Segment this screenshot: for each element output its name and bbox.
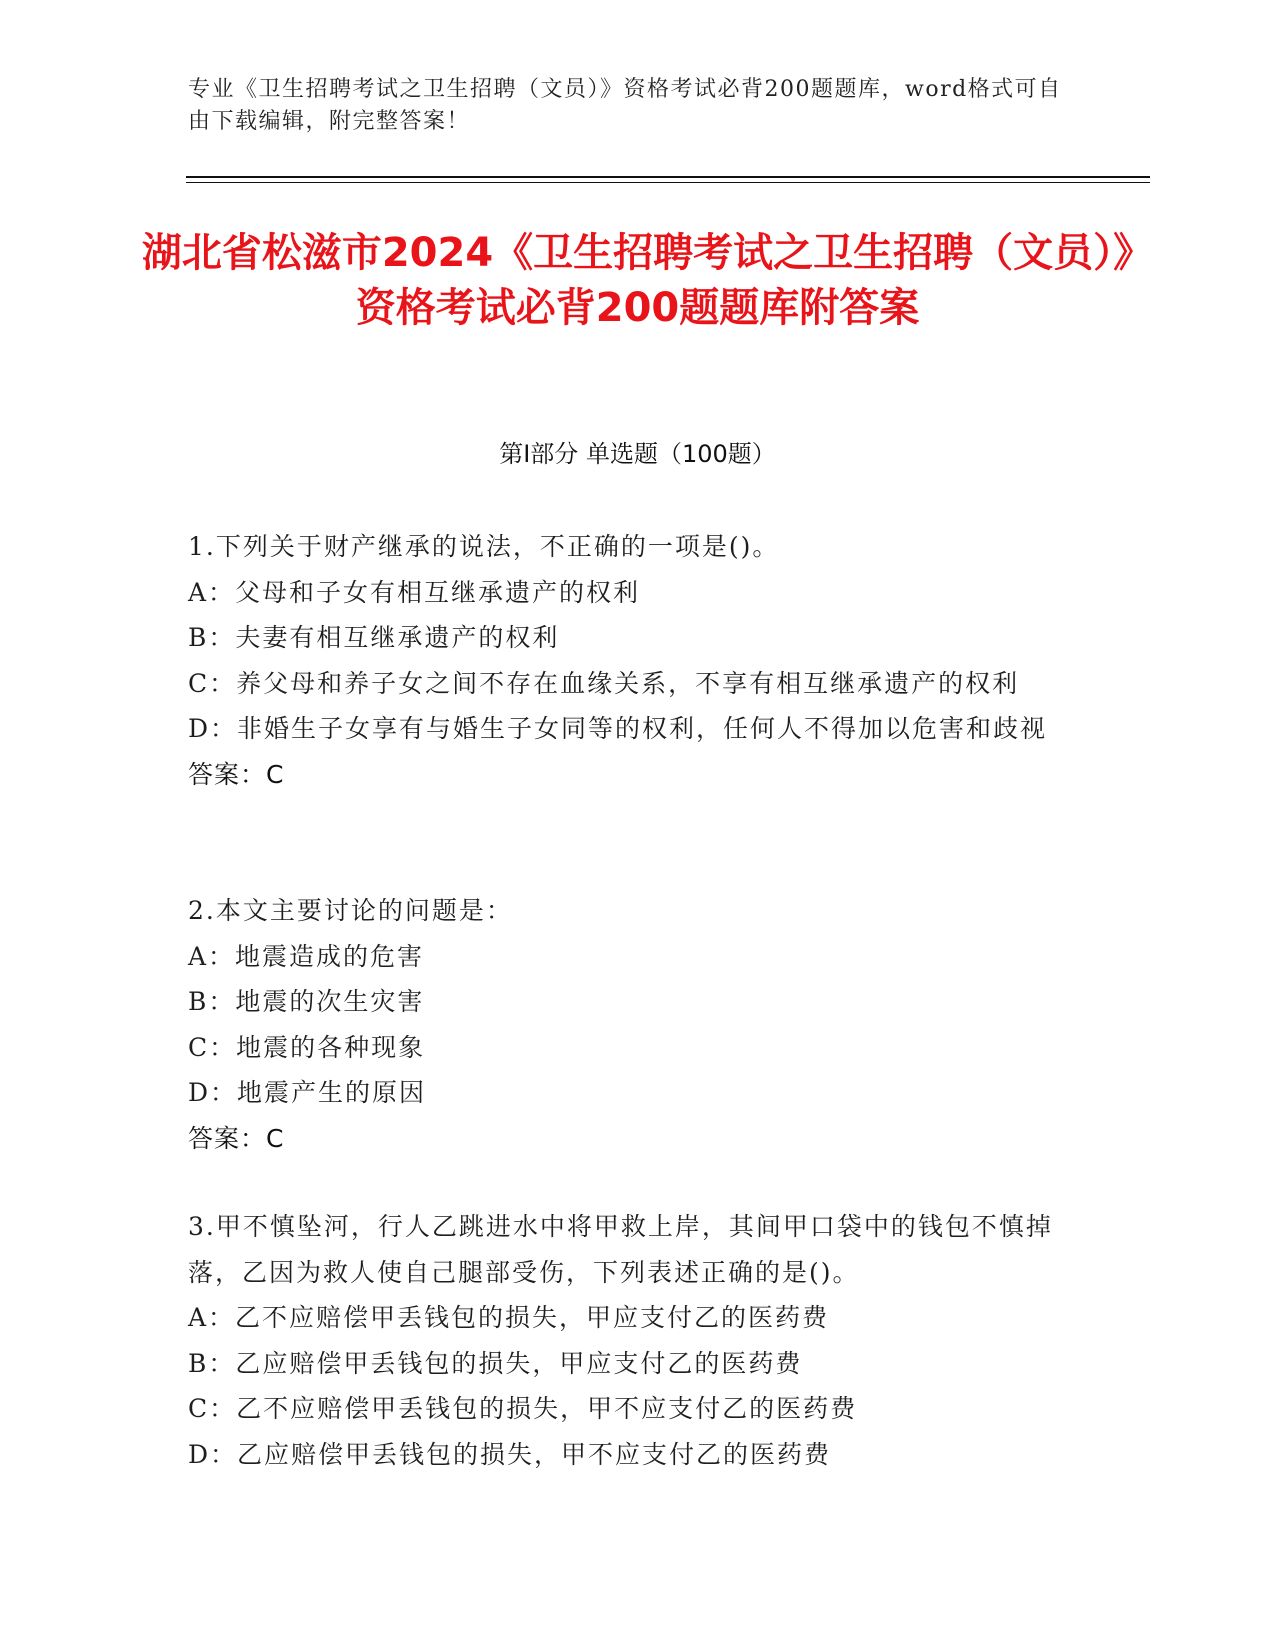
option-d: D：乙应赔偿甲丢钱包的损失，甲不应支付乙的医药费	[188, 1439, 832, 1469]
header-note: 专业《卫生招聘考试之卫生招聘（文员）》资格考试必背200题题库，word格式可自由下载编辑，附完整答案！	[188, 77, 1062, 134]
option-b: B：夫妻有相互继承遗产的权利	[188, 623, 560, 652]
option-a: A：地震造成的危害	[188, 941, 425, 971]
header-divider-thin	[186, 182, 1150, 183]
option-c: C：地震的各种现象	[188, 1032, 426, 1062]
answer: 答案：C	[188, 759, 285, 789]
section-title: 第Ⅰ部分 单选题（100题）	[499, 440, 776, 468]
question-3	[188, 1204, 1068, 1477]
question-2	[188, 888, 1068, 1161]
header-divider-thick	[186, 176, 1150, 178]
document-title: 湖北省松滋市2024《卫生招聘考试之卫生招聘（文员）》资格考试必背200题题库附答案	[141, 230, 1134, 331]
option-c: C：乙不应赔偿甲丢钱包的损失，甲不应支付乙的医药费	[188, 1394, 858, 1423]
option-b: B：乙应赔偿甲丢钱包的损失，甲应支付乙的医药费	[188, 1348, 803, 1378]
option-a: A：乙不应赔偿甲丢钱包的损失，甲应支付乙的医药费	[188, 1303, 830, 1332]
question-stem: 1.下列关于财产继承的说法，不正确的一项是()。	[188, 532, 780, 561]
question-1	[188, 524, 1068, 797]
option-d: D：地震产生的原因	[188, 1078, 427, 1107]
answer: 答案：C	[188, 1123, 285, 1153]
question-stem: 2.本文主要讨论的问题是：	[188, 896, 513, 925]
question-stem: 3.甲不慎坠河，行人乙跳进水中将甲救上岸，其间甲口袋中的钱包不慎掉落，乙因为救人使自己腿部受伤，下列表述正确的是()。	[188, 1212, 1053, 1287]
option-c: C：养父母和养子女之间不存在血缘关系，不享有相互继承遗产的权利	[188, 668, 1020, 698]
option-b: B：地震的次生灾害	[188, 987, 425, 1016]
option-a: A：父母和子女有相互继承遗产的权利	[188, 577, 641, 607]
option-d: D：非婚生子女享有与婚生子女同等的权利，任何人不得加以危害和歧视	[188, 714, 1048, 743]
